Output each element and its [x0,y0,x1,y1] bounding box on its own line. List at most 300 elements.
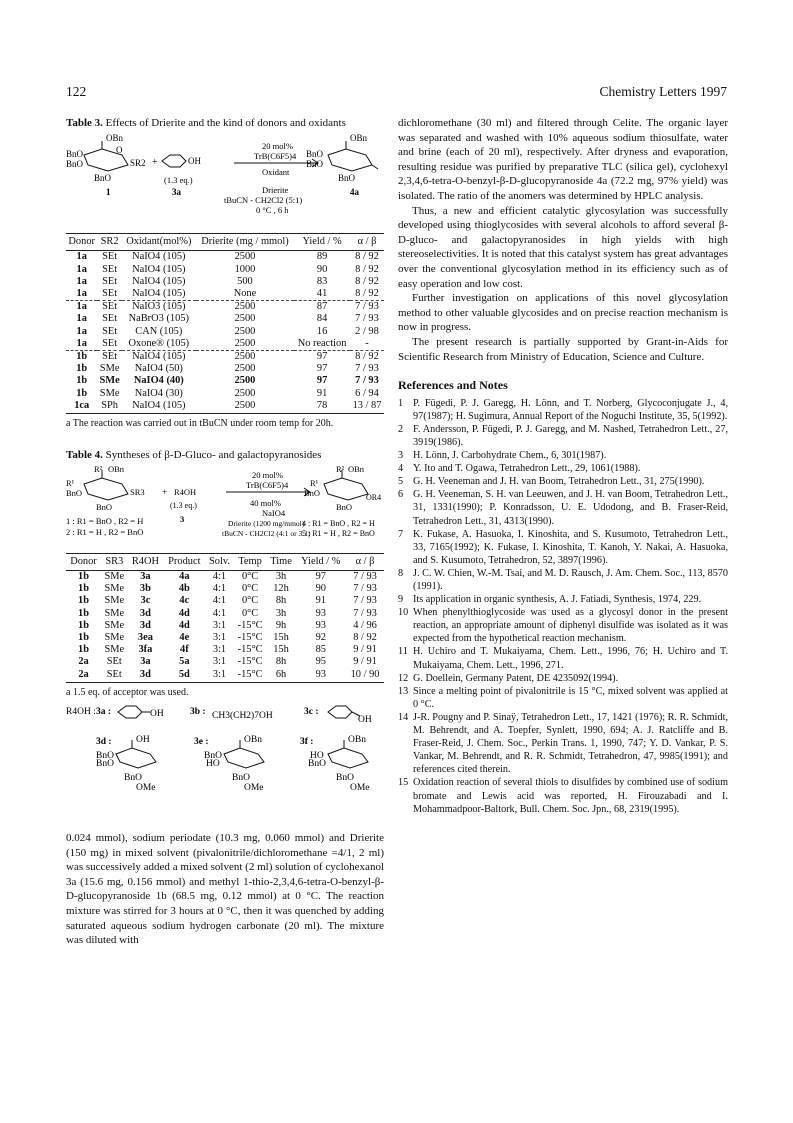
t4-cell: 4d [178,619,190,631]
t4-cell: SMe [104,607,125,619]
right-column [398,116,728,816]
t3-cell: 91 [316,387,328,399]
t3-cell: NaIO4 (105) [132,263,186,275]
t3-cell: 41 [316,288,328,299]
t3-cell: 89 [316,251,328,263]
t3-cell: - [365,337,369,349]
references-heading: References and Notes [398,378,508,393]
reference-text: When phenylthioglycoside was used as a glycosyl donor in the present reaction, an appropriate amount of diphenyl disulfide was isolated as it was expected from the hypothetical reaction mechanism. [413,607,728,645]
acc-3f-bno2: BnO [336,773,354,784]
t4-cell: 4:1 [212,595,227,607]
t4-row [66,669,384,683]
t4-cell: 4:1 [212,607,227,619]
acc-3d: 3d : [96,737,112,748]
reference-text: J-R. Pougny and P. Sinaÿ, Tetrahedron Lett., 17, 1421 (1976); R. R. Schmidt, M. Behrendt, and A. Toepfer, Synlett, 1990, 694; A. J. Ratcliffe and B. Fraser-Reid, J. Chem. Soc., Perkin Trans. 1, 1990, 747; Y. D. Vankar, P. S. Vankar, M. Behrendt, and R. R. Schmidt, Tetrahedron, 47, 9985(1991); and references cited therein. [413,711,728,776]
t3-cell: NaIO4 (105) [122,400,196,414]
t4-bno-donor2: BnO [96,502,113,513]
t4-cell: 3d [139,607,151,619]
acc-r4oh-label: R4OH : [66,707,96,718]
t3-cell: 1b [76,375,88,387]
body-paragraph-4: The present research is partially supported by Grant-in-Aids for Scientific Research from Ministry of Education, Science and Culture. [398,335,728,363]
t4-cell: SMe [104,595,125,607]
reference-item [398,528,728,567]
reference-number: 5 [398,476,404,488]
t4-cell: -15°C [237,656,263,668]
reference-item [398,685,728,711]
t3-cell: 1b [76,363,88,375]
t4-reagent-top2: TrB(C6F5)4 [246,480,289,491]
acc-3f: 3f : [300,737,314,748]
t4-cell: 3:1 [212,656,227,668]
t3-cell: 6 / 94 [355,387,379,399]
t4-col-sr3: SR3 [101,553,128,570]
t4-eq: (1.3 eq.) [170,501,197,511]
t3-cell: Oxone® (105) [128,337,190,349]
t4-cell: 2a [66,669,101,683]
t3-cell: 7 / 93 [350,301,384,314]
t4-cell: 9h [275,619,287,631]
t3-cell: 1a [76,313,87,325]
t4-cell: 4:1 [212,583,227,595]
acc-3f-obn: OBn [348,735,366,746]
t3-row [66,288,384,301]
t4-cell: 1b [78,595,89,607]
t3-cell: 2500 [234,363,256,375]
t4-cell: SMe [104,632,125,644]
table4-body [66,571,384,683]
t3-col-sr2: SR2 [97,234,121,251]
t4-cell: 0°C [241,571,259,583]
t3-cell: 2500 [234,313,256,325]
table4-caption [66,448,384,463]
acc-3d-ome: OMe [136,783,156,794]
t4-bno-donor: BnO [66,488,83,499]
acc-3e: 3e : [194,737,209,748]
t4-cell: 10 / 90 [346,669,384,683]
t3-row [66,400,384,414]
t4-r4oh: R4OH [174,487,197,498]
t3-cell: 1a [76,337,87,349]
t4-cell: 1b [78,571,89,583]
t4-cell: 4a [179,571,190,583]
t3-cell: 2500 [196,351,294,364]
t3-eq: (1.3 eq.) [164,174,193,185]
t3-cell: 83 [316,275,328,287]
t4-cell: 0°C [241,583,259,595]
t4-cell: 1b [78,644,89,656]
t4-cell: 5a [179,656,190,668]
t3-bno-p3: BnO [338,172,356,183]
t3-label-4a: 4a [350,186,359,197]
t3-bno-2: BnO [66,158,84,169]
t3-cell: 1b [76,387,88,399]
t3-cell: 87 [294,301,350,314]
table4 [66,553,384,683]
acc-3d-bno3: BnO [124,773,142,784]
t3-cell: 7 / 93 [355,363,379,375]
reference-text: H. Lönn, J. Carbohydrate Chem., 6, 301(1987). [413,450,607,462]
t4-col-r4oh: R4OH [128,553,164,570]
reference-number: 2 [398,423,404,435]
t4-cell: 1b [78,632,89,644]
t4-cell: 3a [140,656,151,668]
t3-col-ratio: α / β [350,234,384,251]
t4-cell: 3ea [137,632,153,644]
t4-col-time: Time [267,553,296,570]
t4-cell: 3d [128,669,164,683]
t3-cell: 1ca [66,400,97,414]
table3-caption-number: Table 3. [66,117,103,129]
reference-text: J. C. W. Chien, W.-M. Tsai, and M. D. Rausch, J. Am. Chem. Soc., 113, 8570 (1991). [413,567,728,592]
t3-cell: 1a [66,301,97,314]
table4-caption-text: Syntheses of β-D-Gluco- and galactopyranosides [102,448,322,461]
table3-reaction-scheme [66,133,384,229]
reference-number: 12 [398,672,409,684]
acc-3f-bno: BnO [308,759,326,770]
t4-cell: 91 [315,595,326,607]
reference-text: P. Fügedi, P. J. Garegg, H. Lönn, and T. Norberg, Glycoconjugate J., 4, 97(1987); H. Sugimura, Annual Report of the Noguchi Institute, 35, 5(1992). [413,397,728,422]
body-paragraph-2: Thus, a new and efficient catalytic glycosylation was successfully developed using thioglycosides with several alcohols to afford several β-D-gluco- and galactopyranosides in high yields with high stereoselectivities. It is noted that this catalyst system has great advantages over the conventional glycosylation method in its efficiency such as of easy operation and low cost. [398,204,728,290]
t3-reagent-top2: TrB(C6F5)4 [254,150,297,161]
acc-3a-oh: OH [150,709,164,720]
reference-item [398,449,728,462]
t4-cell: 95 [315,656,326,668]
t3-reagent-bot3: tBuCN - CH2Cl2 (5:1) [224,194,303,205]
t4-cell: 3:1 [212,632,227,644]
t4-row [66,583,384,595]
t4-cell: 93 [295,669,346,683]
t3-cell: None [233,288,257,299]
t3-cell: 97 [294,351,350,364]
t4-cell: 8h [275,595,287,607]
t3-row [66,326,384,338]
t3-cell: 13 / 87 [350,400,384,414]
t4-cell: 3d [139,619,151,631]
references-list [398,397,728,816]
reference-item [398,423,728,449]
reference-item [398,488,728,527]
t3-cell: 78 [294,400,350,414]
t3-plus: + [152,156,158,168]
t3-cell: 1b [66,351,97,364]
t3-col-oxidant: Oxidant(mol%) [122,234,196,251]
table4-caption-number: Table 4. [66,448,103,461]
acc-3e-bno2: BnO [232,773,250,784]
t3-col-donor: Donor [66,234,97,251]
t3-cell: SEt [102,337,118,349]
t3-cell: 2500 [234,337,256,349]
t4-cell: 92 [315,632,326,644]
t3-row [66,363,384,375]
t4-col-product: Product [163,553,205,570]
t3-sr2: SR2 [130,157,146,168]
t4-cell: 97 [315,571,326,583]
t3-cell: 2500 [234,251,256,263]
t4-def-1: 1 : R1 = BnO , R2 = H [66,516,144,527]
table3 [66,233,384,414]
t4-cell: 4e [179,632,190,644]
t3-cell: SMe [99,375,120,387]
t3-cell: SMe [99,387,120,399]
t3-cell: No reaction [297,337,347,349]
acceptor-structures [66,700,384,820]
table3-caption [66,116,384,131]
acc-3e-obn: OBn [244,735,262,746]
t4-cell: 0°C [241,595,259,607]
t3-cell: 2500 [234,387,256,399]
acc-3c: 3c : [304,707,319,718]
t3-reagent-bot2: Drierite [262,184,289,195]
t4-def-5: 5 : R1 = H , R2 = BnO [302,529,375,539]
t4-def-4: 4 : R1 = BnO , R2 = H [302,519,375,529]
t3-cell: 7 / 93 [355,375,379,387]
t3-bno-1: BnO [66,148,84,159]
t4-cell: 15h [273,632,289,644]
t3-cell: NaBrO3 (105) [128,313,189,325]
t3-row [66,264,384,276]
t3-cell: 2500 [234,325,256,337]
t3-row [66,251,384,264]
acc-3c-oh: OH [358,715,372,726]
t4-col-donor: Donor [66,553,101,570]
t4-cell: 3fa [138,644,153,656]
t3-cell: 8 / 92 [355,263,379,275]
reference-item [398,593,728,606]
t3-cell: 1a [76,251,87,263]
t4-cell: -15°C [237,632,263,644]
reference-text: K. Fukase, A. Hasuoka, I. Kinoshita, and S. Kusumoto, Tetrahedron Lett., 33, 7165(1992); K. Fukase, I. Kinoshita, T. Kanoh, Y. Nakai, A. Hasuoka, and S. Kusumoto, Tetrahedron, 52, 3897(1996). [413,528,728,566]
t4-def-2: 2 : R1 = H , R2 = BnO [66,527,144,538]
t4-label-3: 3 [180,514,185,525]
t3-cell: NaIO4 (30) [134,387,183,399]
t3-reagent-bot4: 0 °C , 6 h [256,204,289,215]
table3-caption-text: Effects of Drierite and the kind of donors and oxidants [102,117,346,129]
t3-row [66,276,384,288]
t4-cell: 4b [178,583,190,595]
left-column [66,116,384,948]
t4-cell: SMe [104,583,125,595]
t4-r2-product: R² [336,464,345,475]
t3-cell: 2500 [196,400,294,414]
acc-3e-ome: OMe [244,783,264,794]
t4-cell: 7 / 93 [353,583,377,595]
t4-col-solv: Solv. [205,553,233,570]
t3-cell: 16 [316,325,328,337]
t4-cell: SMe [104,644,125,656]
t3-cell: NaIO4 (105) [132,288,186,299]
reference-text: Since a melting point of pivalonitrile is 15 °C, mixed solvent was applied at 0 °C. [413,685,728,710]
t3-cell: SEt [102,288,118,299]
reference-item [398,776,728,815]
t4-cell: 9 / 91 [353,644,377,656]
t3-cell: 500 [237,275,253,287]
table4-reaction-scheme [66,464,384,548]
t3-cell: NaIO4 (105) [132,275,186,287]
t4-col-temp: Temp [234,553,267,570]
reference-number: 3 [398,450,404,462]
reference-text: F. Andersson, P. Fügedi, P. J. Garegg, and M. Nashed, Tetrahedron Lett., 27, 3919(1986). [413,423,728,448]
t3-cell: SEt [102,325,118,337]
t4-cell: 4c [179,595,190,607]
t4-cell: 90 [315,583,326,595]
t4-cell: 8 / 92 [353,632,377,644]
t3-cell: 2 / 98 [355,325,379,337]
t3-bno-3: BnO [94,172,112,183]
table4-footnote: a 1.5 eq. of acceptor was used. [66,686,189,698]
t3-cell: 84 [316,313,328,325]
t3-cell: 8 / 92 [350,351,384,364]
t3-cell: 1a [76,288,87,299]
t4-cell: 7 / 93 [353,571,377,583]
t4-cell: 15h [273,644,289,656]
t3-oh: OH [188,155,201,166]
t3-cell: 2500 [234,375,256,387]
reference-number: 9 [398,594,404,606]
t3-reagent-bot1: Oxidant [262,166,290,177]
t3-label-1: 1 [106,186,111,197]
reference-text: Y. Ito and T. Ogawa, Tetrahedron Lett., 29, 1061(1988). [413,463,641,475]
t3-cell: SEt [97,351,121,364]
t3-reagent-top1: 20 mol% [262,140,293,151]
acc-3d-bno2: BnO [96,759,114,770]
t4-row [66,608,384,620]
t4-cell: SEt [101,669,128,683]
t3-bno-p2: BnO [306,158,324,169]
reference-number: 4 [398,463,404,475]
reference-text: G. Doellein, Germany Patent, DE 4235092(1994). [413,672,619,684]
t4-cell: SMe [104,619,125,631]
t3-cell: SEt [102,275,118,287]
t3-o-donor: O [116,144,123,155]
reference-item [398,711,728,776]
t3-row [66,301,384,314]
t3-cell: NaIO4 (105) [122,351,196,364]
t4-cell: 8h [275,656,287,668]
t4-cell: 1b [78,583,89,595]
t4-cell: 4:1 [212,571,227,583]
t3-col-drierite: Drierite (mg / mmol) [196,234,294,251]
t4-row [66,620,384,632]
t4-reagent-top1: 20 mol% [252,470,283,481]
t3-bno-p1: BnO [306,148,324,159]
body-paragraph-1: dichloromethane (30 ml) and filtered through Celite. The organic layer was separated and washed with 10% aqueous sodium thiosulfate, water and brine (each of 20 ml), respectively. After dryness and evaporation, resulting residue was purified by preparative TLC (silica gel), cyclohexyl 2,3,4,6-tetra-O-benzyl-β-D-glucopyranoside 4a (72.2 mg, 97% yield) was isolated. The ratio of the anomers was determined by HPLC analysis. [398,117,728,202]
reference-number: 1 [398,397,404,409]
t4-reagent-bot3: Drierite (1200 mg/mmol) [228,519,305,529]
t4-cell: 0°C [241,607,259,619]
t3-cell: NaIO4 (50) [134,363,183,375]
t4-sr3: SR3 [130,487,145,498]
t4-cell: -15°C [237,619,263,631]
acc-3a: 3a : [96,707,112,718]
reference-number: 7 [398,528,404,540]
reference-number: 13 [398,685,409,697]
reference-item [398,397,728,423]
t4-row [66,571,384,584]
t3-cell: NaIO4 (105) [132,251,186,263]
t4-obn-donor: OBn [108,464,125,475]
acc-3b: 3b : [190,707,206,718]
t4-cell: 9 / 91 [353,656,377,668]
left-body-paragraph: 0.024 mmol), sodium periodate (10.3 mg, 0.060 mmol) and Drierite (150 mg) in mixed solvent (pivalonitrile/dichloromethane =4/1, 2 ml) was successively added a mixed solvent (2 ml) solution of cyclohexanol 3a (15.6 mg, 0.156 mmol) and methyl 1-thio-2,3,4,6-tetra-O-benzyl-β-D-glucopyranoside 1b (68.5 mg, 0.12 mmol) at 0 °C. The reaction mixture was stirred for 3 hours at 0 °C, then it was quenched by adding saturated aqueous sodium hydrogen carbonate (20 ml). The mixture was diluted with [66,832,384,947]
t3-cell: NaIO3 (105) [122,301,196,314]
t3-cell: SPh [97,400,121,414]
table3-footnote: a The reaction was carried out in tBuCN under room temp for 20h. [66,418,334,430]
t4-bno-product2: BnO [336,502,353,513]
t4-reagent-bot1: 40 mol% [250,498,281,509]
t4-cell: 93 [315,607,326,619]
t3-obn-donor: OBn [106,132,124,143]
t4-col-yield: Yield / % [295,553,346,570]
t3-cell: 1a [76,263,87,275]
t3-cell: SEt [102,251,118,263]
t3-cell: 97 [316,363,328,375]
t4-cell: 3a [140,571,151,583]
acc-3e-ho: HO [206,759,220,770]
body-paragraph-3: Further investigation on applications of this novel glycosylation method to other valuable glycosides and on precise reaction mechanism is now in progress. [398,292,728,334]
t3-cell: 2500 [196,301,294,314]
reference-number: 8 [398,567,404,579]
t4-r2-donor: R² [94,464,103,475]
t4-cell: 12h [273,583,289,595]
t3-col-yield: Yield / % [294,234,350,251]
t3-cell: SMe [99,363,120,375]
reference-item [398,462,728,475]
t3-row [66,351,384,364]
t4-cell: 3h [275,607,287,619]
t4-cell: 6h [267,669,296,683]
t4-cell: 5d [163,669,205,683]
t3-row [66,388,384,400]
reference-item [398,475,728,488]
t4-cell: 4 / 96 [353,619,377,631]
t3-row [66,375,384,387]
t4-col-ratio: α / β [346,553,384,570]
reference-item [398,672,728,685]
t4-cell: SMe [104,571,125,583]
t4-row [66,656,384,668]
reference-text: G. H. Veeneman, S. H. van Leeuwen, and J. H. van Boom, Tetrahedron Lett., 31, 1331(1990); P. Konradsson, U. E. Udodong, and B. Fraser-Reid, Tetrahedron Lett., 31, 4313(1990). [413,489,728,527]
t4-cell: 3b [139,583,151,595]
t3-cell: CAN (105) [135,325,183,337]
t3-cell: SEt [102,263,118,275]
t4-row [66,595,384,607]
t4-cell: 3:1 [212,644,227,656]
t3-cell: 8 / 92 [355,251,379,263]
t3-label-3a: 3a [172,186,181,197]
reference-number: 14 [398,711,409,723]
t3-cell: 1a [76,325,87,337]
t4-cell: 7 / 93 [353,607,377,619]
t3-row [66,338,384,351]
t4-reagent-bot2: NaIO4 [262,508,286,519]
t3-cell: SEt [102,313,118,325]
t3-row [66,313,384,325]
t4-cell: -15°C [237,644,263,656]
t4-cell: 4f [180,644,189,656]
acc-3d-bno1: BnO [96,751,114,762]
acc-3f-ho: HO [310,751,324,762]
t3-cell: 90 [316,263,328,275]
t3-cell: SEt [97,301,121,314]
t3-cell: 1a [76,275,87,287]
reference-item [398,645,728,671]
acc-3f-ome: OMe [350,783,370,794]
t4-or4: OR4 [366,493,382,503]
reference-text: Oxidation reaction of several thiols to disulfides by combined use of sodium bromate and Lewis acid was reported, H. Firouzabadi and I. Mohammadpoor-Baltork, Bull. Chem. Soc. Jpn., 68, 2319(1995). [413,777,728,815]
reference-item [398,606,728,645]
t4-obn-product: OBn [348,464,365,475]
t4-cell: 3c [140,595,151,607]
